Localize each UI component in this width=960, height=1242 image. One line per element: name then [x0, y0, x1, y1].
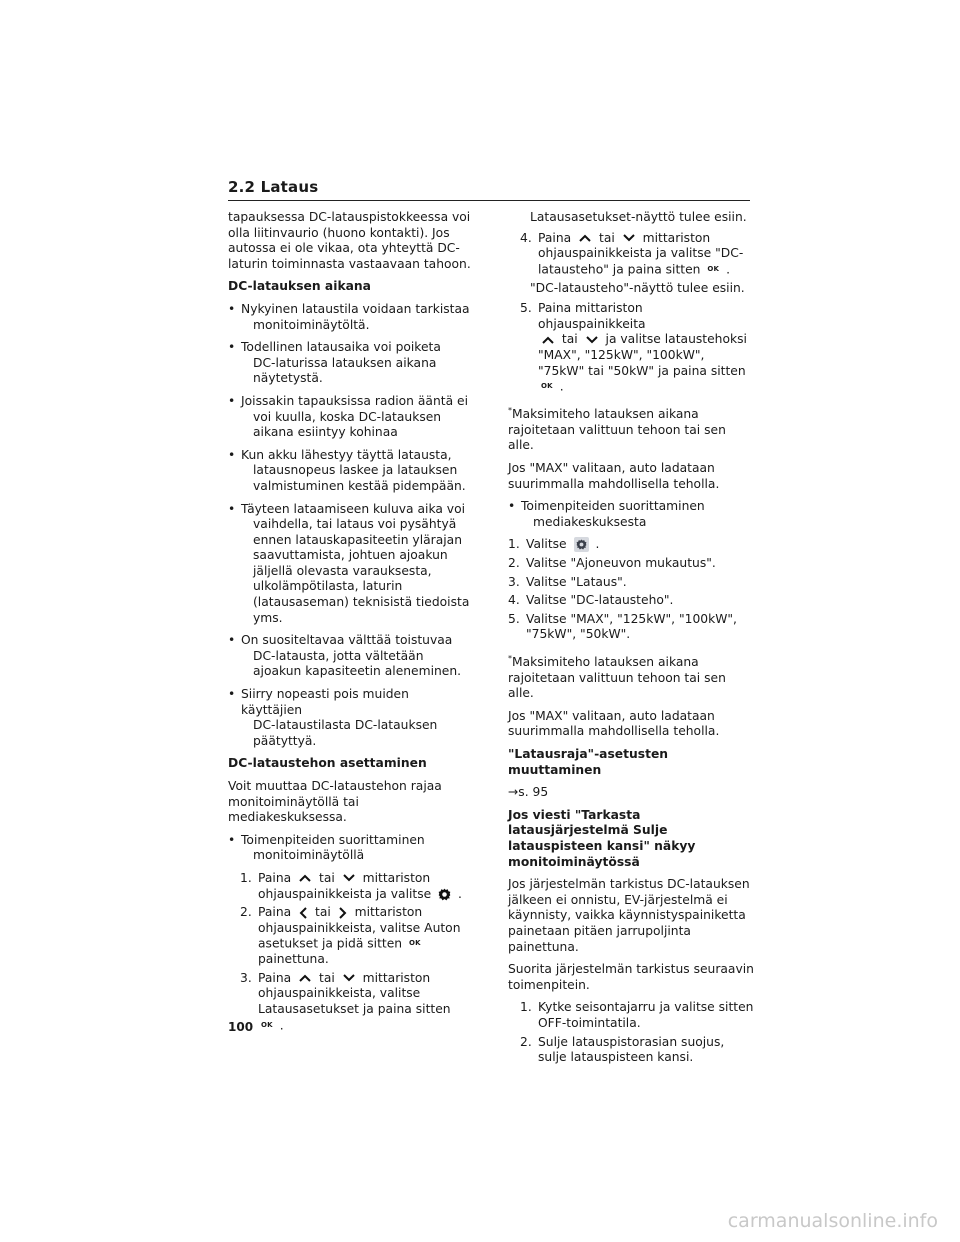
step-item: 2. Paina tai mittariston ohjauspainikkeista, valitse Auton asetukset ja pidä sitten OK painettuna.: [240, 905, 461, 967]
chevron-up-icon: [298, 973, 312, 983]
chevron-up-icon: [541, 335, 555, 345]
gear-icon: [438, 888, 451, 901]
list-item: • On suositeltavaa välttää toistuvaa DC-latausta, jotta vältetään ajoakun kapasiteetin aleneminen.: [228, 633, 472, 680]
step-continuation: "DC-latausteho"-näyttö tulee esiin.: [530, 280, 745, 295]
watermark: carmanualsonline.info: [727, 1210, 938, 1232]
list-item: • Nykyinen lataustila voidaan tarkistaa monitoiminäytöltä.: [228, 302, 472, 333]
step-continuation: Latausasetukset-näyttö tulee esiin.: [530, 210, 747, 224]
settings-gear-icon: [574, 537, 589, 552]
ok-icon: OK: [707, 264, 720, 273]
chevron-up-icon: [298, 873, 312, 883]
right-column: [508, 210, 754, 1069]
list-item: • Täyteen lataamiseen kuluva aika voi vaihdella, tai lataus voi pysähtyä ennen latauskapasiteetin ylärajan saavuttamista, johtuen ajoakun jäljellä olevasta varauksesta, ulkolämpötilasta, laturin (latausaseman) teknisistä tiedoista yms.: [228, 502, 472, 627]
max-paragraph: Jos "MAX" valitaan, auto ladataan suurimmalla mahdollisella teholla.: [508, 461, 720, 491]
chevron-down-icon: [585, 335, 599, 345]
chevron-down-icon: [342, 973, 356, 983]
list-item: • Todellinen latausaika voi poiketa DC-laturissa latauksen aikana näytetystä.: [228, 340, 472, 387]
procedure-intro: Suorita järjestelmän tarkistus seuraavin toimenpitein.: [508, 962, 754, 992]
chevron-left-icon: [298, 906, 308, 920]
list-item: • Toimenpiteiden suorittaminen monitoiminäytöllä: [228, 833, 472, 864]
heading-dc-charging: DC-latauksen aikana: [228, 279, 371, 294]
step-item: 5. Valitse "MAX", "125kW", "100kW", "75kW", "50kW".: [508, 611, 737, 642]
system-check-paragraph: Jos järjestelmän tarkistus DC-latauksen jälkeen ei onnistu, EV-järjestelmä ei käynnisty, vaikka käynnistyspainiketta painetaan pitäen jarrupoljinta painettuna.: [508, 877, 750, 954]
page-header: [228, 178, 750, 201]
step-item: 3. Paina tai mittariston ohjauspainikkeista, valitse Latausasetukset ja paina sitten OK .: [240, 970, 451, 1032]
page-reference-link[interactable]: →s. 95: [508, 785, 549, 800]
step-item: 3. Valitse "Lataus".: [508, 574, 627, 589]
footnote: *Maksimiteho latauksen aikana rajoitetaan valittuun tehoon tai sen alle.: [508, 406, 726, 453]
heading-dc-power: DC-lataustehon asettaminen: [228, 756, 427, 771]
ok-icon: OK: [541, 382, 553, 391]
ok-icon: OK: [261, 1020, 273, 1029]
step-item: 1. Valitse .: [508, 537, 600, 552]
heading-charge-limit: "Latausraja"-asetusten muuttaminen: [508, 747, 669, 777]
list-item: • Siirry nopeasti pois muiden käyttäjien DC-lataustilasta DC-latauksen päätyttyä.: [228, 687, 472, 749]
chevron-up-icon: [578, 233, 592, 243]
power-paragraph: Voit muuttaa DC-lataustehon rajaa monitoiminäytöllä tai mediakeskuksessa.: [228, 779, 442, 825]
list-item: • Kun akku lähestyy täyttä latausta, latausnopeus laskee ja latauksen valmistuminen kestää pidempään.: [228, 448, 472, 495]
list-item: • Toimenpiteiden suorittaminen mediakeskuksesta: [508, 499, 754, 530]
chevron-down-icon: [622, 233, 636, 243]
ok-icon: OK: [409, 939, 421, 948]
intro-paragraph: tapauksessa DC-latauspistokkeessa voi olla liitinvaurio (huono kontakti). Jos autossa ei ole vikaa, ota yhteyttä DC-laturin toiminnasta vastaavaan tahoon.: [228, 210, 471, 271]
chevron-down-icon: [342, 873, 356, 883]
heading-warning-message: Jos viesti "Tarkasta latausjärjestelmä Sulje latauspisteen kansi" näkyy monitoiminäytössä: [508, 807, 696, 869]
step-item: 1. Kytke seisontajarru ja valitse sitten OFF-toimintatila.: [520, 1000, 754, 1030]
step-item: 4. Paina tai mittariston ohjauspainikkeista ja valitse "DC-latausteho" ja paina sitten OK .: [520, 230, 744, 277]
step-item: 2. Valitse "Ajoneuvon mukautus".: [508, 555, 716, 570]
footnote: *Maksimiteho latauksen aikana rajoitetaan valittuun tehoon tai sen alle.: [508, 653, 726, 701]
page-number: 100: [228, 1020, 254, 1034]
step-item: 1. Paina tai mittariston ohjauspainikkeista ja valitse .: [240, 870, 462, 901]
max-paragraph: Jos "MAX" valitaan, auto ladataan suurimmalla mahdollisella teholla.: [508, 708, 720, 739]
step-item: 4. Valitse "DC-latausteho".: [508, 593, 674, 608]
header-divider: [228, 200, 750, 201]
list-item: • Joissakin tapauksissa radion ääntä ei voi kuulla, koska DC-latauksen aikana esiintyy kohinaa: [228, 394, 472, 441]
chevron-right-icon: [338, 906, 348, 920]
step-item: 5. Paina mittariston ohjauspainikkeita tai ja valitse lataustehoksi "MAX", "125kW", "100kW", "75kW" tai "50kW" ja paina sitten OK .: [520, 301, 747, 394]
step-item: 2. Sulje latauspistorasian suojus, sulje latauspisteen kansi.: [520, 1034, 725, 1065]
left-column: [228, 210, 472, 1037]
section-title: 2.2 Lataus: [228, 178, 319, 196]
